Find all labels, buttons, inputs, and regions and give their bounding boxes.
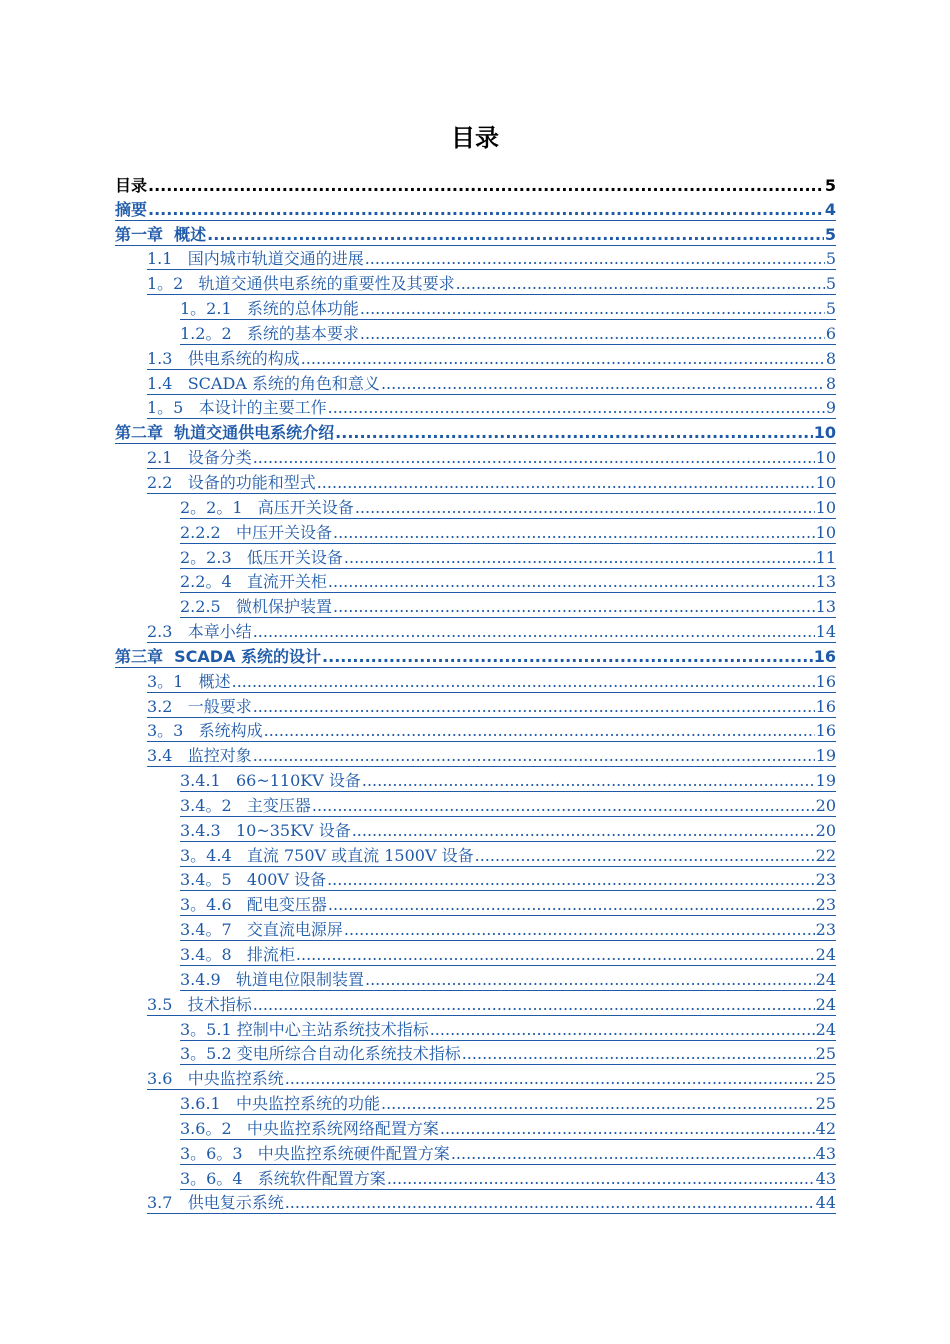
toc-entry-link[interactable] [180, 1044, 836, 1065]
toc-entry-link[interactable] [180, 1144, 836, 1165]
toc-entry-link[interactable] [147, 697, 836, 718]
toc-entry[interactable] [0, 520, 950, 545]
toc-entry-link [115, 176, 836, 196]
toc-dot-leader [387, 1169, 815, 1189]
toc-entry-page-number: 10 [815, 448, 836, 468]
toc-entry[interactable] [0, 445, 950, 470]
toc-entry[interactable] [0, 545, 950, 570]
toc-entry-label: 3。1 概述 [147, 671, 231, 691]
toc-entry[interactable] [0, 495, 950, 520]
toc-entry-label: 3.4。8 排流柜 [180, 945, 295, 964]
toc-dot-leader [360, 299, 825, 319]
toc-entry-page-number: 16 [815, 696, 836, 716]
toc-entry[interactable] [0, 222, 950, 247]
toc-entry[interactable] [0, 1042, 950, 1067]
toc-entry-label: 3。4.6 配电变压器 [180, 895, 327, 915]
toc-entry-link[interactable] [147, 398, 836, 419]
toc-entry-page-number: 10 [815, 497, 836, 517]
toc-entry-link[interactable] [180, 1119, 836, 1140]
toc-entry-link[interactable] [180, 796, 836, 817]
toc-entry-label: 2.2。4 直流开关柜 [180, 572, 327, 592]
toc-entry-link[interactable] [147, 473, 836, 494]
toc-entry-link[interactable] [180, 498, 836, 519]
toc-entry-link[interactable] [180, 1020, 836, 1041]
toc-entry-label: 3.4.9 轨道电位限制装置 [180, 969, 364, 989]
toc-entry-page-number: 5 [824, 224, 836, 244]
toc-entry[interactable] [0, 420, 950, 445]
toc-entry-link[interactable] [180, 324, 836, 345]
toc-entry-link[interactable] [147, 349, 836, 370]
toc-dot-leader [253, 697, 815, 717]
toc-entry[interactable] [0, 1141, 950, 1166]
toc-entry[interactable] [0, 694, 950, 719]
toc-entry-page-number: 14 [815, 622, 836, 642]
toc-dot-leader [335, 423, 813, 443]
toc-entry-page-number: 24 [815, 969, 836, 989]
toc-entry[interactable] [0, 247, 950, 272]
toc-entry-page-number: 16 [813, 646, 836, 666]
toc-entry-label: 1。5 本设计的主要工作 [147, 398, 327, 418]
toc-entry-label: 2.2 设备的功能和型式 [147, 472, 316, 492]
toc-entry-page-number: 24 [815, 945, 836, 964]
toc-entry-page-number: 23 [815, 920, 836, 940]
toc-entry-page-number: 24 [815, 1019, 836, 1039]
toc-entry-label: 3。6。4 系统软件配置方案 [180, 1168, 386, 1188]
toc-dot-leader [207, 225, 824, 245]
toc-dot-leader [328, 572, 815, 592]
toc-dot-leader [333, 597, 815, 617]
toc-entry-link[interactable] [115, 200, 836, 221]
toc-entry-label: 第一章 概述 [115, 224, 207, 244]
toc-entry[interactable] [0, 321, 950, 346]
toc-entry[interactable] [0, 1166, 950, 1191]
toc-entry-label: 1.4 SCADA 系统的角色和意义 [147, 373, 380, 393]
toc-entry-page-number: 13 [815, 597, 836, 617]
toc-dot-leader [301, 349, 825, 369]
toc-entry[interactable] [0, 1116, 950, 1141]
toc-entry-label: 3.4。7 交直流电源屏 [180, 920, 343, 940]
toc-entry [0, 172, 950, 197]
toc-dot-leader [456, 274, 825, 294]
toc-entry-page-number: 24 [815, 994, 836, 1014]
toc-entry-link[interactable] [147, 448, 836, 469]
toc-dot-leader [285, 1193, 815, 1213]
toc-dot-leader [232, 672, 815, 692]
toc-dot-leader [451, 1144, 815, 1164]
toc-entry-page-number: 5 [825, 249, 836, 269]
toc-entry-page-number: 11 [815, 547, 836, 567]
toc-entry-link[interactable] [180, 597, 836, 618]
toc-entry-page-number: 8 [825, 348, 836, 368]
toc-entry-link[interactable] [147, 1069, 836, 1090]
toc-entry-label: 第三章 SCADA 系统的设计 [115, 646, 322, 666]
toc-entry[interactable] [0, 644, 950, 669]
toc-entry-link[interactable] [180, 1169, 836, 1190]
toc-dot-leader [322, 647, 813, 667]
toc-entry-label: 3。3 系统构成 [147, 721, 263, 741]
toc-entry-label: 3。6。3 中央监控系统硬件配置方案 [180, 1143, 450, 1163]
toc-entry[interactable] [0, 594, 950, 619]
toc-entry-link[interactable] [147, 721, 836, 742]
toc-entry-page-number: 5 [825, 274, 836, 294]
toc-entry-page-number: 19 [815, 746, 836, 766]
toc-dot-leader [253, 746, 815, 766]
toc-entry-page-number: 5 [825, 299, 836, 319]
toc-entry-link[interactable] [115, 647, 836, 668]
toc-entry-page-number: 10 [815, 522, 836, 542]
toc-dot-leader [285, 1069, 815, 1089]
toc-entry-label: 3.4.1 66~110KV 设备 [180, 771, 361, 791]
toc-entry-page-number: 16 [815, 721, 836, 741]
toc-entry-page-number: 25 [815, 1094, 836, 1114]
toc-entry-page-number: 10 [813, 423, 836, 443]
toc-entry-label: 3.2 一般要求 [147, 696, 252, 716]
toc-dot-leader [148, 200, 824, 220]
toc-entry-link[interactable] [180, 299, 836, 320]
toc-dot-leader [317, 473, 815, 493]
toc-entry-link[interactable] [147, 1193, 836, 1214]
toc-dot-leader [312, 796, 815, 816]
toc-entry[interactable] [0, 619, 950, 644]
toc-dot-leader [148, 176, 824, 196]
toc-dot-leader [327, 870, 815, 890]
toc-entry-label: 3.7 供电复示系统 [147, 1193, 284, 1213]
toc-entry[interactable] [0, 818, 950, 843]
toc-entry-page-number: 9 [825, 398, 836, 418]
toc-entry-label: 3.6.1 中央监控系统的功能 [180, 1094, 380, 1114]
toc-entry[interactable] [0, 917, 950, 942]
toc-entry-label: 2。2。1 高压开关设备 [180, 497, 354, 517]
toc-entry-link[interactable] [180, 548, 836, 569]
toc-entry-label: 3.4.3 10~35KV 设备 [180, 820, 351, 840]
toc-entry-link[interactable] [180, 572, 836, 593]
toc-entry-link[interactable] [115, 423, 836, 444]
toc-entry-page-number: 25 [815, 1069, 836, 1089]
toc-entry[interactable] [0, 868, 950, 893]
toc-entry-link[interactable] [180, 945, 836, 966]
toc-entry-link[interactable] [147, 274, 836, 295]
toc-entry-label: 3。5.1 控制中心主站系统技术指标 [180, 1019, 429, 1039]
toc-entry-page-number: 6 [825, 323, 836, 343]
toc-dot-leader [328, 398, 825, 418]
toc-entry-link[interactable] [147, 374, 836, 395]
toc-entry-label: 1.3 供电系统的构成 [147, 348, 300, 368]
toc-entry-page-number: 42 [815, 1118, 836, 1138]
toc-dot-leader [328, 895, 815, 915]
toc-entry-page-number: 4 [824, 199, 836, 219]
toc-entry[interactable] [0, 271, 950, 296]
toc-entry-link[interactable] [115, 225, 836, 246]
toc-entry-link[interactable] [147, 672, 836, 693]
toc-entry-label: 3。4.4 直流 750V 或直流 1500V 设备 [180, 845, 474, 865]
toc-dot-leader [296, 945, 815, 965]
toc-entry-page-number: 43 [815, 1143, 836, 1163]
toc-entry-label: 3.6 中央监控系统 [147, 1069, 284, 1089]
toc-dot-leader [462, 1044, 815, 1064]
toc-dot-leader [381, 374, 825, 394]
toc-entry[interactable] [0, 470, 950, 495]
toc-entry-link[interactable] [180, 771, 836, 792]
toc-dot-leader [264, 721, 815, 741]
toc-entry-link[interactable] [180, 523, 836, 544]
toc-entry-label: 1。2.1 系统的总体功能 [180, 299, 359, 319]
toc-entry[interactable] [0, 1191, 950, 1216]
toc-dot-leader [430, 1020, 815, 1040]
toc-dot-leader [381, 1094, 815, 1114]
toc-entry-link[interactable] [147, 995, 836, 1016]
toc-dot-leader [360, 324, 825, 344]
toc-entry-link[interactable] [147, 746, 836, 767]
toc-entry-link[interactable] [180, 870, 836, 891]
toc-entry-link[interactable] [180, 846, 836, 867]
toc-entry-link[interactable] [180, 970, 836, 991]
toc-dot-leader [352, 821, 815, 841]
toc-entry-link[interactable] [180, 920, 836, 941]
toc-entry-page-number: 16 [815, 671, 836, 691]
toc-entry-page-number: 5 [824, 175, 836, 195]
toc-entry-label: 1.1 国内城市轨道交通的进展 [147, 249, 364, 269]
toc-dot-leader [365, 970, 815, 990]
toc-entry[interactable] [0, 768, 950, 793]
toc-dot-leader [344, 548, 815, 568]
toc-entry-page-number: 10 [815, 472, 836, 492]
toc-entry-page-number: 20 [815, 795, 836, 815]
toc-dot-leader [365, 249, 825, 269]
toc-entry[interactable] [0, 967, 950, 992]
toc-entry-label: 3.4。2 主变压器 [180, 795, 311, 815]
toc-entry[interactable] [0, 371, 950, 396]
toc-dot-leader [440, 1119, 815, 1139]
toc-entry[interactable] [0, 296, 950, 321]
toc-entry-label: 目录 [115, 175, 148, 195]
toc-entry[interactable] [0, 743, 950, 768]
table-of-contents [0, 172, 950, 1215]
toc-dot-leader [475, 846, 815, 866]
toc-entry-link[interactable] [180, 1094, 836, 1115]
toc-entry-link[interactable] [147, 249, 836, 270]
toc-dot-leader [362, 771, 815, 791]
toc-entry-label: 3.5 技术指标 [147, 994, 252, 1014]
toc-dot-leader [333, 523, 815, 543]
toc-dot-leader [253, 448, 815, 468]
toc-title: 目录 [451, 124, 499, 152]
toc-entry[interactable] [0, 843, 950, 868]
toc-entry[interactable] [0, 793, 950, 818]
toc-entry-label: 第二章 轨道交通供电系统介绍 [115, 423, 335, 443]
toc-entry-link[interactable] [180, 895, 836, 916]
toc-entry-label: 摘要 [115, 199, 148, 219]
toc-entry-label: 3.4 监控对象 [147, 746, 252, 766]
toc-entry-label: 2.1 设备分类 [147, 448, 252, 468]
toc-entry-label: 2。2.3 低压开关设备 [180, 547, 343, 567]
toc-dot-leader [253, 995, 815, 1015]
toc-entry-label: 3。5.2 变电所综合自动化系统技术指标 [180, 1044, 461, 1064]
toc-entry-link[interactable] [147, 622, 836, 643]
toc-entry-label: 1。2 轨道交通供电系统的重要性及其要求 [147, 274, 455, 294]
toc-entry-label: 3.4。5 400V 设备 [180, 870, 327, 890]
toc-entry[interactable] [0, 570, 950, 595]
toc-entry-label: 3.6。2 中央监控系统网络配置方案 [180, 1118, 439, 1138]
toc-entry[interactable] [0, 992, 950, 1017]
toc-dot-leader [355, 498, 815, 518]
toc-entry-page-number: 13 [815, 572, 836, 592]
toc-entry-label: 2.2.5 微机保护装置 [180, 597, 332, 617]
toc-entry[interactable] [0, 1017, 950, 1042]
toc-entry-page-number: 25 [815, 1044, 836, 1064]
toc-dot-leader [253, 622, 815, 642]
toc-entry[interactable] [0, 396, 950, 421]
toc-entry[interactable] [0, 197, 950, 222]
toc-entry-label: 2.3 本章小结 [147, 622, 252, 642]
toc-entry[interactable] [0, 1066, 950, 1091]
toc-entry[interactable] [0, 719, 950, 744]
toc-entry[interactable] [0, 942, 950, 967]
toc-entry-page-number: 22 [815, 845, 836, 865]
toc-entry-label: 1.2。2 系统的基本要求 [180, 323, 359, 343]
toc-entry[interactable] [0, 1091, 950, 1116]
toc-dot-leader [344, 920, 815, 940]
toc-entry-page-number: 20 [815, 820, 836, 840]
toc-entry[interactable] [0, 669, 950, 694]
toc-entry[interactable] [0, 346, 950, 371]
toc-entry-page-number: 19 [815, 771, 836, 791]
toc-entry-page-number: 44 [815, 1193, 836, 1213]
toc-entry-label: 2.2.2 中压开关设备 [180, 522, 332, 542]
toc-entry-link[interactable] [180, 821, 836, 842]
toc-entry-page-number: 23 [815, 895, 836, 915]
toc-entry-page-number: 8 [825, 373, 836, 393]
toc-entry[interactable] [0, 892, 950, 917]
toc-entry-page-number: 43 [815, 1168, 836, 1188]
toc-entry-page-number: 23 [815, 870, 836, 890]
